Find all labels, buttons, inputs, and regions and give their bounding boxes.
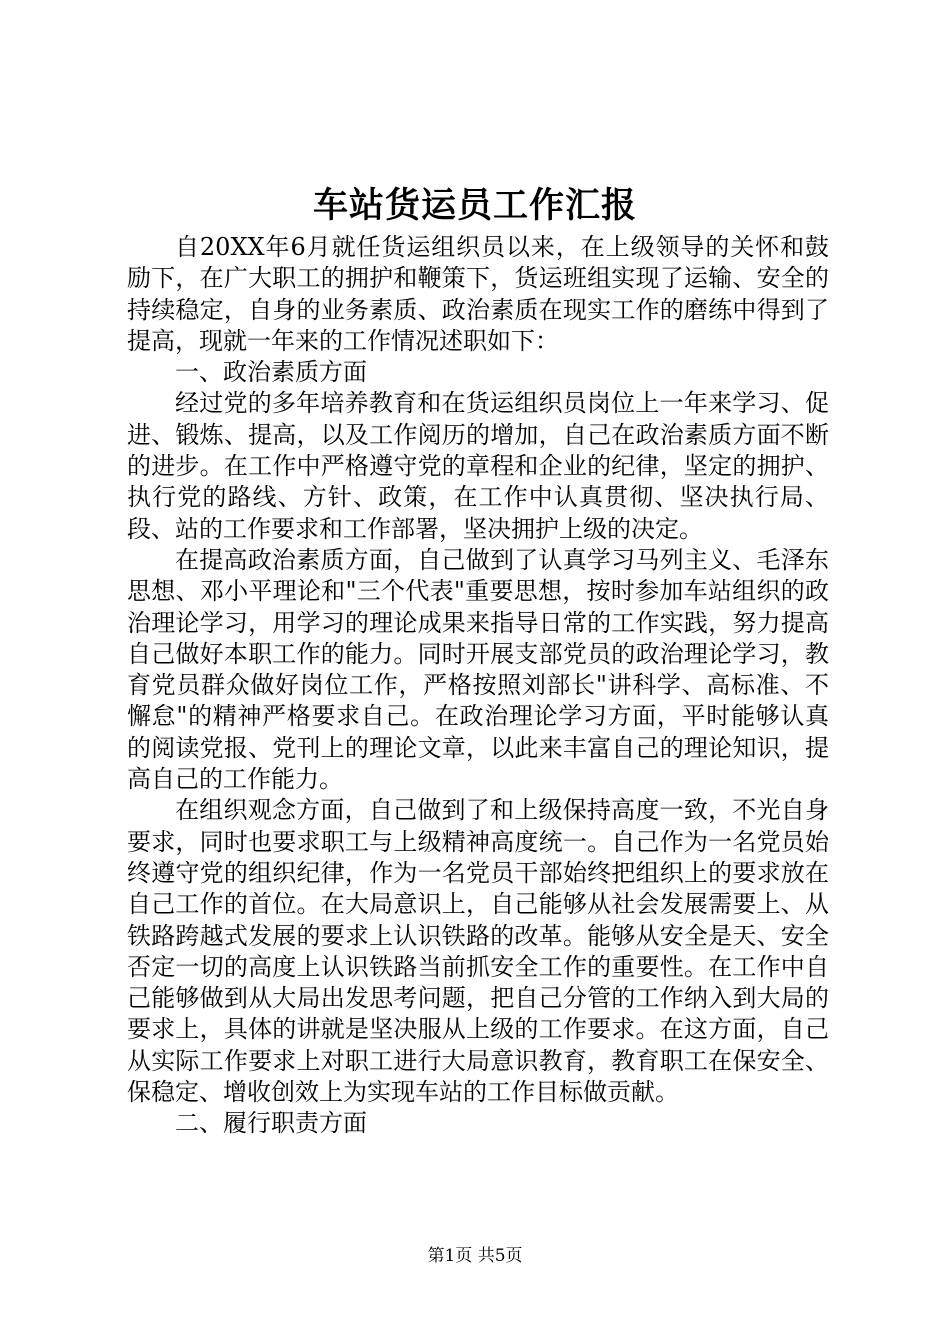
document-title: 车站货运员工作汇报 [312,185,637,226]
paragraph-political-study: 在提高政治素质方面，自己做到了认真学习马列主义、毛泽东思想、邓小平理论和"三个代表"重要思想，按时参加车站组织的政治理论学习，用学习的理论成果来指导日常的工作实践，努力提高自己做好本职工作的能力。同时开展支部党员的政治理论学习，教育党员群众做好岗位工作，严格按照刘部长"讲科学、高标准、不懈怠"的精神严格要求自己。在政治理论学习方面，平时能够认真的阅读党报、党刊上的理论文章，以此来丰富自己的理论知识，提高自己的工作能力。 [127,545,829,794]
paragraph-intro: 自20XX年6月就任货运组织员以来，在上级领导的关怀和鼓励下，在广大职工的拥护和鞭策下，货运班组实现了运输、安全的持续稳定，自身的业务素质、政治素质在现实工作的磨练中得到了提高，现就一年来的工作情况述职如下： [127,233,829,355]
document-body [127,232,829,1140]
section-heading-duties: 二、履行职责方面 [175,1109,367,1138]
paragraph-organization: 在组织观念方面，自己做到了和上级保持高度一致，不光自身要求，同时也要求职工与上级精神高度统一。自己作为一名党员始终遵守党的组织纪律，作为一名党员干部始终把组织上的要求放在自己工作的首位。在大局意识上，自己能够从社会发展需要上、从铁路跨越式发展的要求上认识铁路的改革。能够从安全是天、安全否定一切的高度上认识铁路当前抓安全工作的重要性。在工作中自己能够做到从大局出发思考问题，把自己分管的工作纳入到大局的要求上，具体的讲就是坚决服从上级的工作要求。在这方面，自己从实际工作要求上对职工进行大局意识教育，教育职工在保安全、保稳定、增收创效上为实现车站的工作目标做贡献。 [127,796,829,1107]
section-heading-political: 一、政治素质方面 [175,358,367,387]
paragraph-political-overview: 经过党的多年培养教育和在货运组织员岗位上一年来学习、促进、锻炼、提高，以及工作阅历的增加，自己在政治素质方面不断的进步。在工作中严格遵守党的章程和企业的纪律，坚定的拥护、执行党的路线、方针、政策，在工作中认真贯彻、坚决执行局、段、站的工作要求和工作部署，坚决拥护上级的决定。 [127,389,829,543]
page-footer: 第1页 共5页 [427,1246,523,1266]
